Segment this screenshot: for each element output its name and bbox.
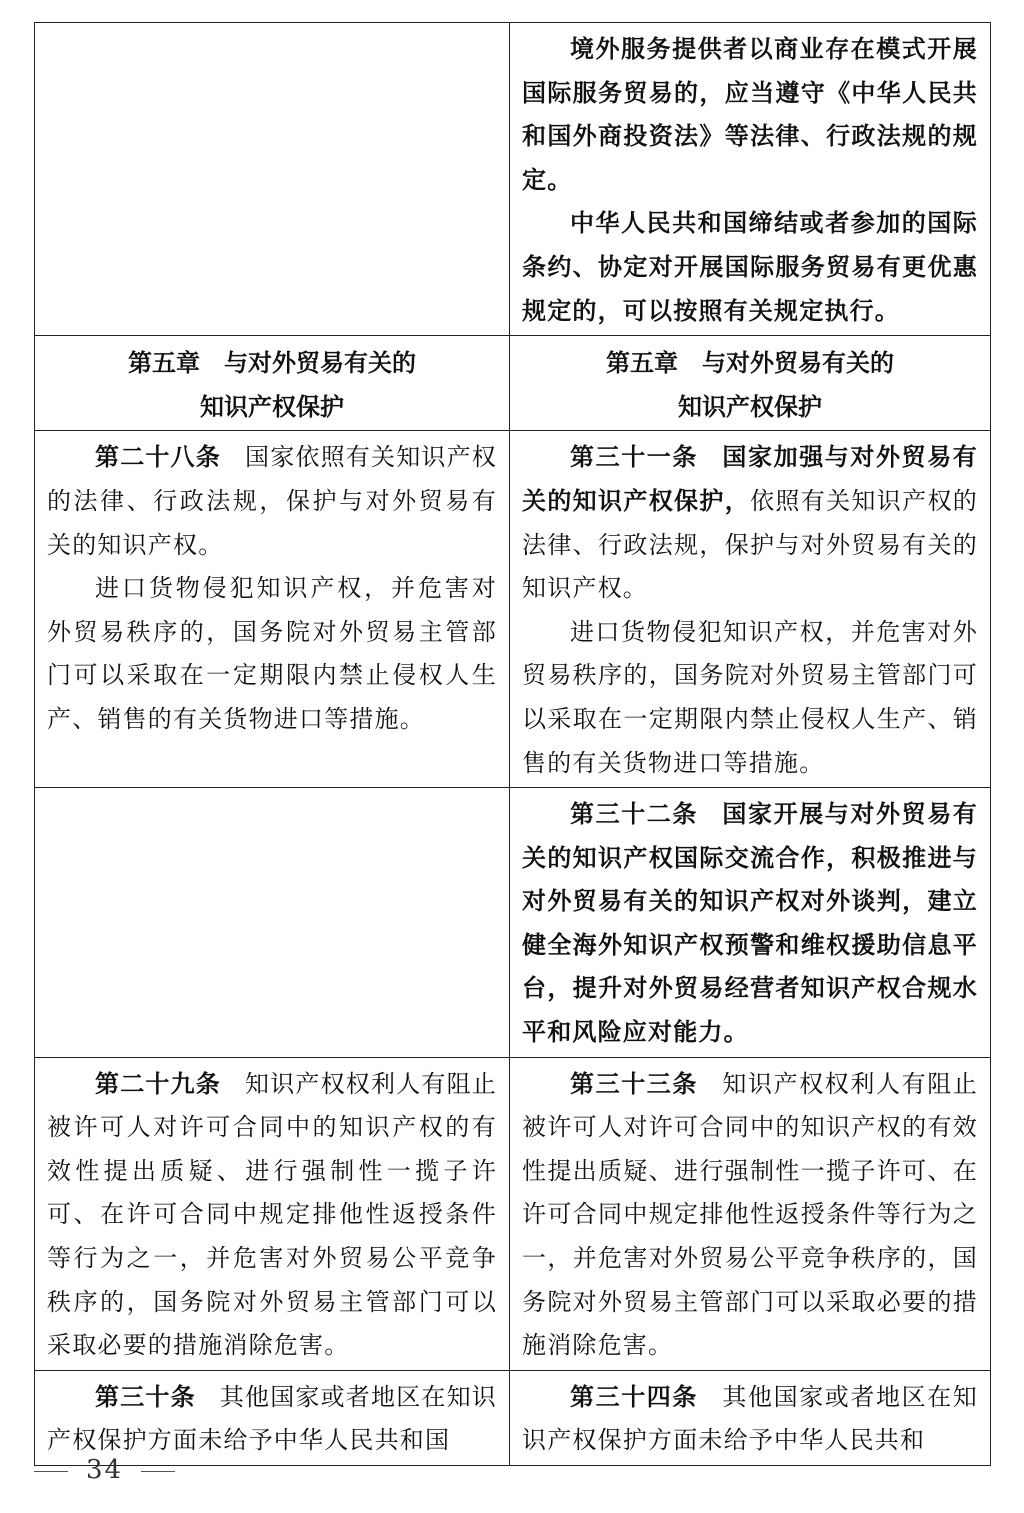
- right-cell: [510, 23, 991, 336]
- article-label: 第三十二条: [570, 800, 698, 829]
- page-number: [34, 1455, 193, 1485]
- article-text: 其他国家或者地区在知识产权保护方面未给予中华人民共和: [522, 1382, 978, 1455]
- chapter-heading-left: [35, 336, 510, 431]
- chapter-subtitle: 知识产权保护: [678, 391, 822, 421]
- article-text: 国家开展与对外贸易有关的知识产权国际交流合作，积极推进与对外贸易有关的知识产权对外谈判，建立健全海外知识产权预警和维权援助信息平台，提升对外贸易经营者知识产权合规水平和风险应对能力。: [522, 800, 978, 1047]
- paragraph: 中华人民共和国缔结或者参加的国际条约、协定对开展国际服务贸易有更优惠规定的，可以按照有关规定执行。: [522, 209, 978, 325]
- table-row: [35, 23, 991, 336]
- comparison-table: [34, 22, 991, 1466]
- article-paragraph: [522, 436, 978, 610]
- left-cell: [35, 1057, 510, 1370]
- article-paragraph: [522, 1063, 978, 1368]
- chapter-heading-right: [510, 336, 991, 431]
- right-cell: [510, 1370, 991, 1465]
- table-row: [35, 1370, 991, 1465]
- article-paragraph: 进口货物侵犯知识产权，并危害对外贸易秩序的，国务院对外贸易主管部门可以采取在一定期限内禁止侵权人生产、销售的有关货物进口等措施。: [522, 617, 978, 777]
- article-label: 第二十九条: [95, 1069, 221, 1098]
- article-label: 第三十一条: [570, 443, 698, 472]
- article-paragraph: 进口货物侵犯知识产权，并危害对外贸易秩序的，国务院对外贸易主管部门可以采取在一定期限内禁止侵权人生产、销售的有关货物进口等措施。: [47, 574, 497, 733]
- article-text: 知识产权权利人有阻止被许可人对许可合同中的知识产权的有效性提出质疑、进行强制性一揽子许可、在许可合同中规定排他性返授条件等行为之一，并危害对外贸易公平竞争秩序的，国务院对外贸易主管部门可以采取必要的措施消除危害。: [522, 1069, 978, 1360]
- chapter-subtitle: 知识产权保护: [200, 391, 344, 421]
- added-text: 国家加强与对外贸易有关的知识产权保护，: [522, 443, 978, 515]
- chapter-title: 第五章 与对外贸易有关的: [128, 348, 416, 378]
- article-paragraph: [47, 1063, 497, 1368]
- paragraph: 境外服务提供者以商业存在模式开展国际服务贸易的，应当遵守《中华人民共和国外商投资法》等法律、行政法规的规定。: [522, 35, 978, 194]
- dash-left: [34, 1471, 68, 1472]
- left-cell-empty: [35, 788, 510, 1058]
- article-label: 第三十条: [95, 1382, 196, 1411]
- table-row-chapter-heading: [35, 336, 991, 431]
- article-paragraph: [47, 436, 497, 567]
- article-paragraph: [522, 793, 978, 1055]
- dash-right: [141, 1471, 175, 1472]
- left-cell-empty: [35, 23, 510, 336]
- right-cell: [510, 1057, 991, 1370]
- page-number-text: 34: [86, 1455, 124, 1485]
- article-text: 依照有关知识产权的法律、行政法规，保护与对外贸易有关的知识产权。: [522, 486, 978, 603]
- right-cell: [510, 788, 991, 1058]
- article-text: 知识产权权利人有阻止被许可人对许可合同中的知识产权的有效性提出质疑、进行强制性一揽子许可、在许可合同中规定排他性返授条件等行为之一，并危害对外贸易公平竞争秩序的，国务院对外贸易主管部门可以采取必要的措施消除危害。: [47, 1069, 497, 1360]
- table-row: [35, 788, 991, 1058]
- left-cell: [35, 431, 510, 788]
- right-cell: [510, 431, 991, 788]
- article-label: 第三十三条: [570, 1069, 698, 1098]
- article-paragraph: [522, 1376, 978, 1463]
- left-cell: [35, 1370, 510, 1465]
- chapter-title: 第五章 与对外贸易有关的: [606, 348, 894, 378]
- article-text: 国家依照有关知识产权的法律、行政法规，保护与对外贸易有关的知识产权。: [47, 443, 497, 559]
- article-text: 其他国家或者地区在知识产权保护方面未给予中华人民共和国: [47, 1382, 498, 1455]
- article-label: 第三十四条: [570, 1382, 698, 1411]
- article-paragraph: [47, 1376, 497, 1463]
- table-row: [35, 1057, 991, 1370]
- article-label: 第二十八条: [95, 443, 221, 472]
- table-row: [35, 431, 991, 788]
